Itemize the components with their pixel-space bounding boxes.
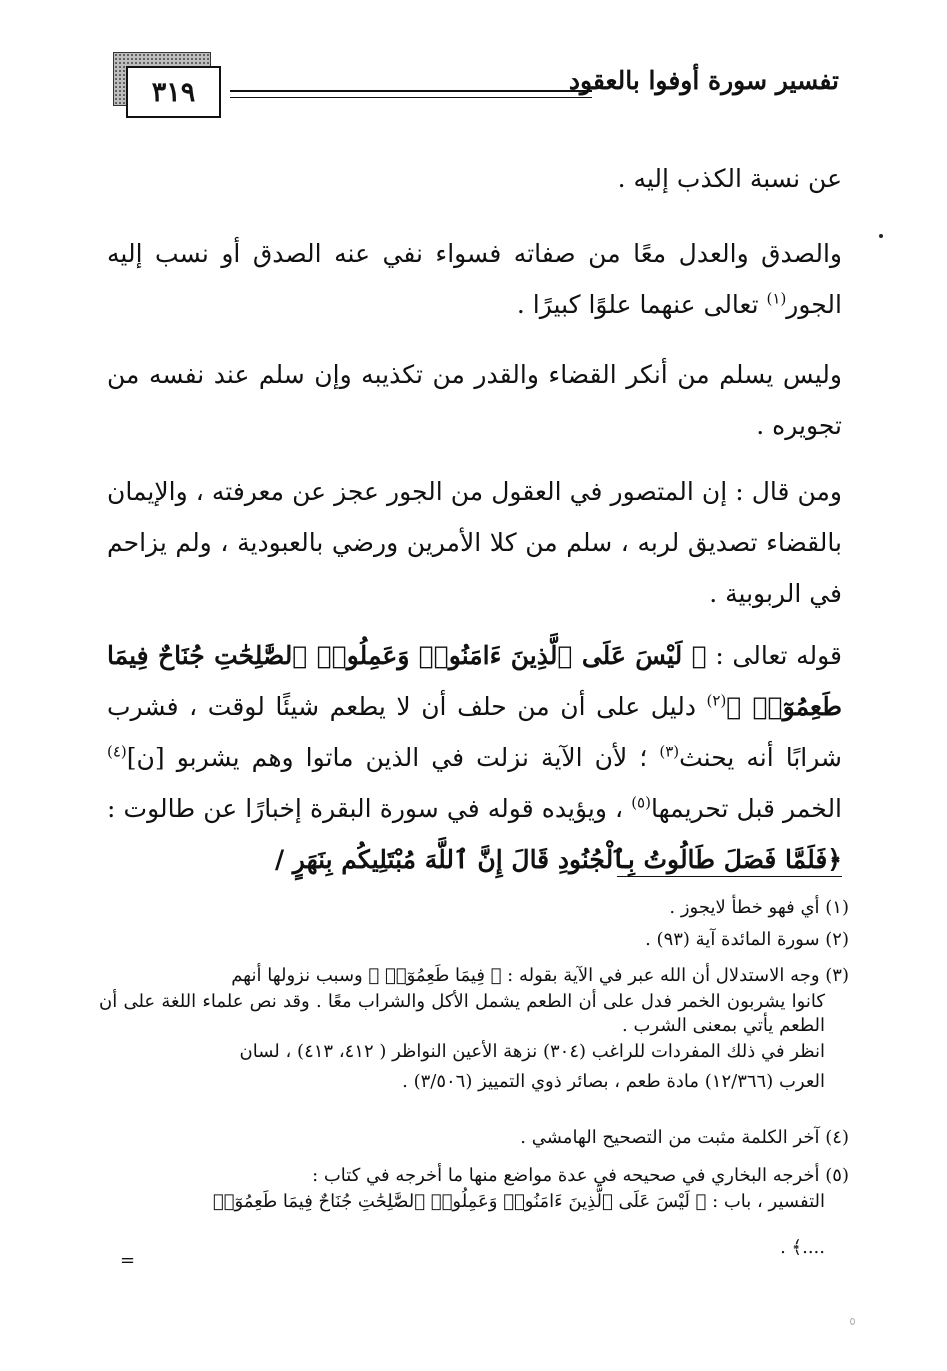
- paragraph-2-text-b: تعالى عنهما علوًا كبيرًا .: [516, 290, 767, 319]
- paragraph-3: [107, 349, 842, 451]
- paragraph-2-text-a: والصدق والعدل معًا من صفاته فسواء نفي عنه الصدق أو نسب إليه الجور: [107, 239, 842, 319]
- footnote-5-verse-end: ....﴾ .: [780, 1237, 825, 1258]
- paragraph-1: [107, 153, 842, 204]
- paragraph-5-text-c: ؛ لأن الآية نزلت في الذين ماتوا وهم يشربو [ن]: [126, 743, 660, 772]
- paragraph-1-text: عن نسبة الكذب إليه .: [617, 164, 842, 193]
- margin-dot: [879, 234, 883, 238]
- footnote-3: (٣) وجه الاستدلال أن الله عبر في الآية بقوله : ﴿ فِيمَا طَعِمُوٓا۟ ﴾ وسبب نزولها أنهم: [231, 965, 849, 986]
- paragraph-5-text-e: ، ويؤيده قوله في سورة البقرة إخبارًا عن طالوت :: [107, 794, 632, 823]
- paragraph-5-text-b: دليل على أن من حلف أن لا يطعم شيئًا لوقت ، فشرب شرابًا أنه يحنث: [107, 692, 842, 772]
- scan-speck: [850, 1318, 855, 1325]
- footnote-5-continuation: التفسير ، باب : ﴿ لَيْسَ عَلَى ٱلَّذِينَ ءَامَنُوا۟ وَعَمِلُوا۟ ٱلصَّٰلِحَٰتِ جُنَاحٌ فِيمَا طَعِمُوٓا۟: [212, 1191, 825, 1212]
- footnote-ref-1: (١): [766, 289, 787, 308]
- paragraph-2: [107, 228, 842, 330]
- footnote-4: (٤) آخر الكلمة مثبت من التصحيح الهامشي .: [520, 1127, 849, 1148]
- paragraph-5-text-d: الخمر قبل تحريمها: [650, 794, 843, 823]
- footnote-3-continuation: كانوا يشربون الخمر فدل على أن الطعم يشمل الأكل والشراب معًا . وقد نص علماء اللغة على أن الطعم يأتي بمعنى الشرب .: [99, 991, 825, 1036]
- footnote-ref-3: (٣): [659, 742, 680, 761]
- continuation-mark: =: [120, 1250, 136, 1271]
- footnote-3-sources: انظر في ذلك المفردات للراغب (٣٠٤) نزهة الأعين النواظر ( ٤١٢، ٤١٣) ، لسان: [239, 1041, 825, 1062]
- paragraph-3-text: وليس يسلم من أنكر القضاء والقدر من تكذيبه وإن سلم عند نفسه من تجويره .: [107, 360, 842, 440]
- footnote-ref-2: (٢): [706, 691, 727, 710]
- footnote-1: (١) أي فهو خطأ لايجوز .: [669, 897, 849, 918]
- paragraph-5-text-a: قوله تعالى :: [706, 641, 843, 670]
- footnote-5: (٥) أخرجه البخاري في صحيحه في عدة مواضع منها ما أخرجه في كتاب :: [312, 1165, 849, 1186]
- page-number: ٣١٩: [151, 76, 196, 108]
- header-rule-thin: [230, 97, 592, 98]
- quran-verse-baqarah: ﴿فَلَمَّا فَصَلَ طَالُوتُ بِٱلْجُنُودِ قَالَ إِنَّ ٱللَّهَ مُبْتَلِيكُم بِنَهَرٍ /: [274, 845, 842, 874]
- running-title: تفسير سورة أوفوا بالعقود: [568, 66, 839, 95]
- quran-verse-maidah: ﴿ لَيْسَ عَلَى ٱلَّذِينَ ءَامَنُوا۟ وَعَمِلُوا۟ ٱلصَّٰلِحَٰتِ جُنَاحٌ فِيمَا طَعِمُوٓا۟ ﴾: [107, 641, 842, 721]
- footnote-2: (٢) سورة المائدة آية (٩٣) .: [645, 929, 849, 950]
- page-number-box: [126, 66, 221, 118]
- footnote-ref-5: (٥): [631, 793, 651, 812]
- header-rule: [230, 90, 592, 92]
- footnote-3-sources-continuation: العرب (١٢/٣٦٦) مادة طعم ، بصائر ذوي التمييز (٣/٥٠٦) .: [402, 1071, 825, 1092]
- paragraph-5: [107, 630, 842, 885]
- footnote-separator: [617, 876, 842, 877]
- paragraph-4-text: ومن قال : إن المتصور في العقول من الجور عجز عن معرفته ، والإيمان بالقضاء تصديق لربه ، سلم من كلا الأمرين ورضي بالعبودية ، ولم يزاحم في الربوبية .: [107, 477, 842, 608]
- paragraph-4: [107, 466, 842, 619]
- footnote-ref-4: (٤): [107, 742, 127, 761]
